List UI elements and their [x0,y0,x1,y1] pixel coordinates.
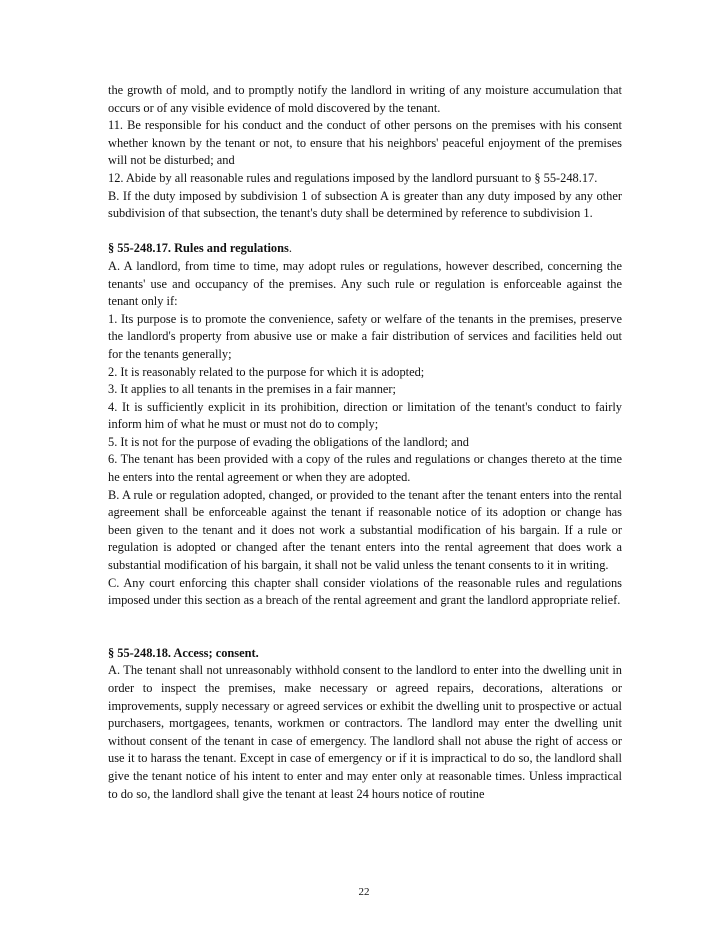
page-number: 22 [358,886,370,898]
section-17-item-2: 2. It is reasonably related to the purpose for which it is adopted; [108,364,425,379]
section-spacer [108,223,622,241]
section-17-item-4: 4. It is sufficiently explicit in its prohibition, direction or limitation of the tenant's conduct to fairly inform him of what he must or must not do to comply; [108,399,622,432]
section-17-heading-period: . [288,241,292,256]
paragraph-mold-continuation: the growth of mold, and to promptly notify the landlord in writing of any moisture accumulation that occurs or of any visible evidence of mold discovered by the tenant. [108,83,622,115]
section-17-item-6: 6. The tenant has been provided with a copy of the rules and regulations or changes thereto at the time he enters into the rental agreement or when they are adopted. [108,452,622,485]
section-17-item-5: 5. It is not for the purpose of evading the obligations of the landlord; and [108,434,469,449]
section-17-item-3: 3. It applies to all tenants in the premises in a fair manner; [108,382,396,397]
section-17-heading-line [108,240,622,258]
section-17-item-1: 1. Its purpose is to promote the convenience, safety or welfare of the tenants in the premises, preserve the landlord's property from abusive use or make a fair distribution of services and facilities held out for the tenants generally; [108,311,622,361]
section-17-heading: § 55-248.17. Rules and regulations [108,241,289,256]
section-17-subsection-b: B. A rule or regulation adopted, changed, or provided to the tenant after the tenant enters into the rental agreement shall be enforceable against the tenant if reasonable notice of its adoption or change has been given to the tenant and it does not work a substantial modification of his bargain. If a rule or regulation is adopted or changed after the tenant enters into the rental agreement that does work a substantial modification of his bargain, it shall not be valid unless the tenant consents to it in writing. [108,487,622,573]
paragraph-item-12: 12. Abide by all reasonable rules and regulations imposed by the landlord pursuant to § 55-248.17. [108,170,598,185]
document-page [108,82,622,803]
section-18-heading: § 55-248.18. Access; consent. [108,645,259,660]
section-spacer [108,610,622,645]
paragraph-subsection-b: B. If the duty imposed by subdivision 1 of subsection A is greater than any duty imposed by any other subdivision of that subsection, the tenant's duty shall be determined by reference to subdivision 1. [108,188,622,221]
paragraph-item-11: 11. Be responsible for his conduct and the conduct of other persons on the premises with his consent whether known by the tenant or not, to ensure that his neighbors' peaceful enjoyment of the premises will not be disturbed; and [108,118,622,168]
section-17-subsection-c: C. Any court enforcing this chapter shall consider violations of the reasonable rules and regulations imposed under this section as a breach of the rental agreement and grant the landlord appropriate relief. [108,575,622,608]
section-17-subsection-a: A. A landlord, from time to time, may adopt rules or regulations, however described, concerning the tenants' use and occupancy of the premises. Any such rule or regulation is enforceable against the tenant only if: [108,258,622,309]
section-18-subsection-a: A. The tenant shall not unreasonably withhold consent to the landlord to enter into the dwelling unit in order to inspect the premises, make necessary or agreed repairs, decorations, alterations or improvements, supply necessary or agreed services or exhibit the dwelling unit to prospective or actual purchasers, mortgagees, tenants, workmen or contractors. The landlord may enter the dwelling unit without consent of the tenant in case of emergency. The landlord shall not abuse the right of access or use it to harass the tenant. Except in case of emergency or if it is impractical to do so, the landlord shall give the tenant notice of his intent to enter and may enter only at reasonable times. Unless impractical to do so, the landlord shall give the tenant at least 24 hours notice of routine [108,663,622,801]
